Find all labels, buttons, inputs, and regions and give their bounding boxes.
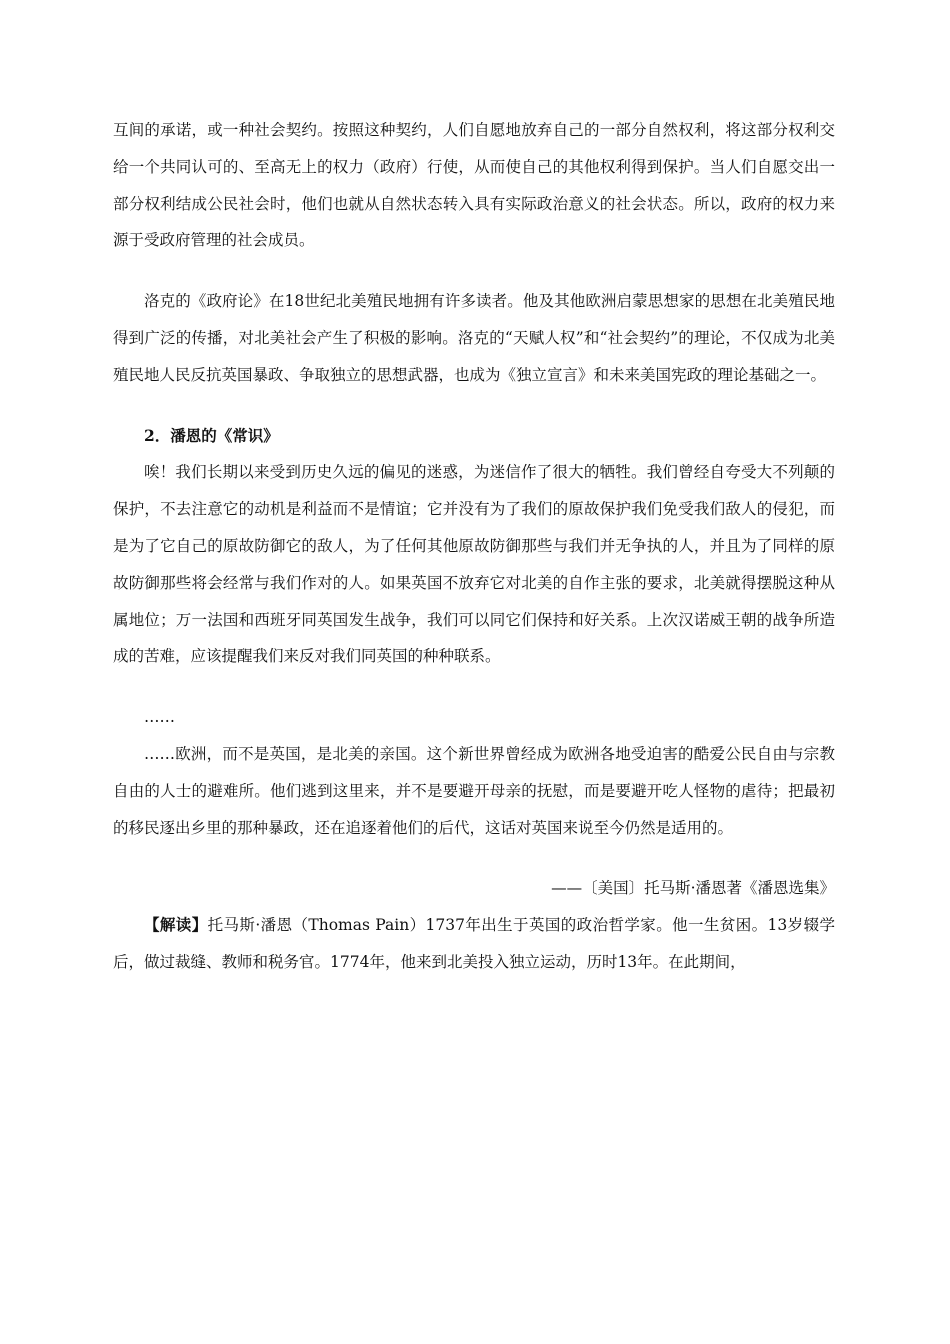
paragraph-quote-common-sense-2: ……欧洲，而不是英国，是北美的亲国。这个新世界曾经成为欧洲各地受迫害的酷爱公民自由与宗教自由的人士的避难所。他们逃到这里来，并不是要避开母亲的抚慰，而是要避开吃人怪物的虐待；把最初的移民逐出乡里的那种暴政，还在追逐着他们的后代，这话对英国来说至今仍然是适用的。 (113, 744, 835, 837)
quote-source: ——〔美国〕托马斯·潘恩著《潘恩选集》 (551, 879, 835, 898)
paragraph-locke-influence: 洛克的《政府论》在18世纪北美殖民地拥有许多读者。他及其他欧洲启蒙思想家的思想在北美殖民地得到广泛的传播，对北美社会产生了积极的影响。洛克的“天赋人权”和“社会契约”的理论，不仅成为北美殖民地人民反抗英国暴政、争取独立的思想武器，也成为《独立宣言》和未来美国宪政的理论基础之一。 (113, 292, 835, 384)
document-page (113, 112, 835, 981)
paragraph-quote-common-sense-1: 唉！我们长期以来受到历史久远的偏见的迷惑，为迷信作了很大的牺牲。我们曾经自夸受大不列颠的保护，不去注意它的动机是利益而不是情谊；它并没有为了我们的原故保护我们免受我们敌人的侵犯，而是为了它自己的原故防御它的敌人，为了任何其他原故防御那些与我们并无争执的人，并且为了同样的原故防御那些将会经常与我们作对的人。如果英国不放弃它对北美的自作主张的要求，北美就得摆脱这种从属地位；万一法国和西班牙同英国发生战争，我们可以同它们保持和好关系。上次汉诺威王朝的战争所造成的苦难，应该提醒我们来反对我们同英国的种种联系。 (113, 463, 835, 666)
section-heading-common-sense: 2．潘恩的《常识》 (144, 425, 279, 445)
ellipsis-line: …… (144, 708, 175, 727)
paragraph-reading (113, 907, 835, 981)
paragraph-social-contract: 互间的承诺，或一种社会契约。按照这种契约，人们自愿地放弃自己的一部分自然权利，将这部分权利交给一个共同认可的、至高无上的权力（政府）行使，从而使自己的其他权利得到保护。当人们自愿交出一部分权利结成公民社会时，他们也就从自然状态转入具有实际政治意义的社会状态。所以，政府的权力来源于受政府管理的社会成员。 (113, 121, 835, 250)
reading-label: 【解读】 (144, 915, 208, 935)
reading-text: 托马斯·潘恩（Thomas Pain）1737年出生于英国的政治哲学家。他一生贫困。13岁辍学后，做过裁缝、教师和税务官。1774年，他来到北美投入独立运动，历时13年。在此期间， (113, 916, 835, 971)
